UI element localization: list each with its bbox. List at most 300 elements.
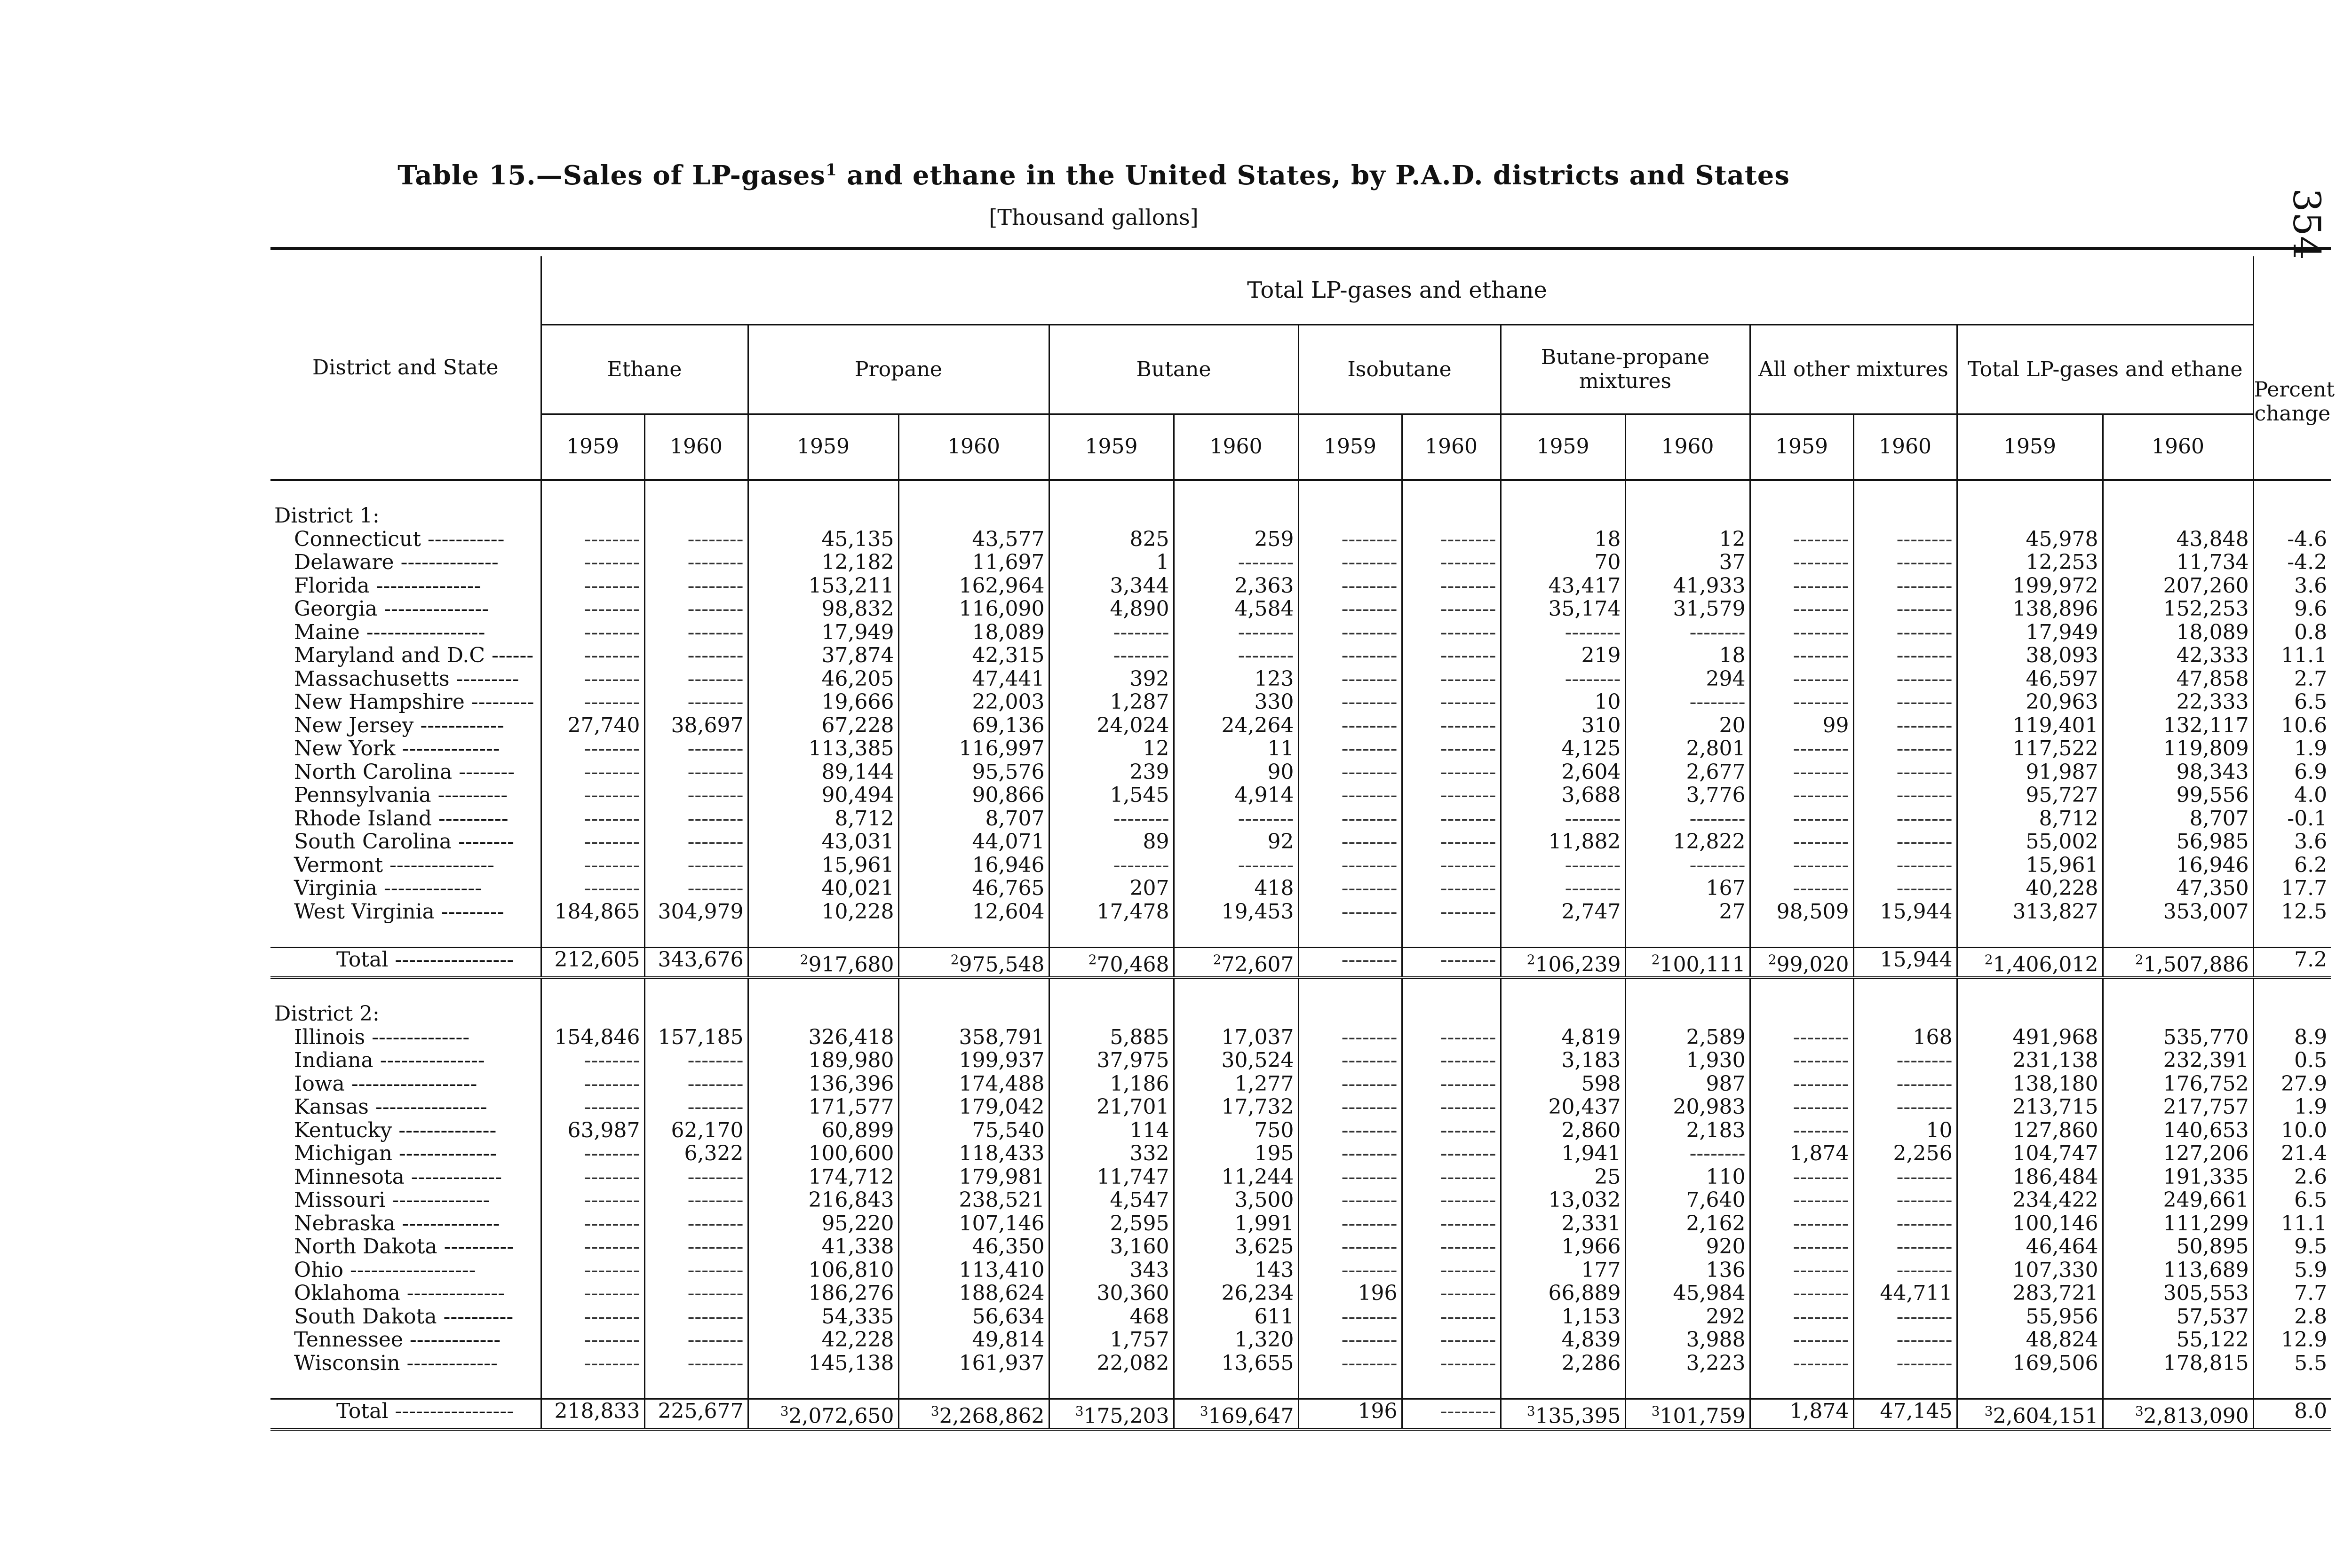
cell-value: 17,478 — [1097, 899, 1169, 924]
blank-cell-marker: -------- — [1896, 783, 1953, 807]
data-cell — [1750, 1352, 1853, 1375]
table-row — [270, 1305, 2331, 1329]
data-cell — [1049, 1328, 1174, 1352]
data-cell — [1049, 1142, 1174, 1165]
cell-value: 37,975 — [1097, 1048, 1169, 1073]
data-cell — [1625, 1119, 1750, 1142]
data-cell — [2103, 830, 2253, 854]
cell-value: 1,507,886 — [2143, 952, 2249, 977]
row-label: New Jersey ------------ — [294, 713, 504, 737]
cell-value: 2,677 — [1686, 760, 1746, 784]
blank-cell-marker: -------- — [1341, 853, 1398, 877]
data-cell — [1174, 574, 1298, 598]
cell-value: 62,170 — [671, 1118, 744, 1142]
year-header: 1960 — [1174, 414, 1298, 480]
cell-value: 292 — [1706, 1304, 1746, 1329]
cell-value: 13,032 — [1548, 1188, 1621, 1212]
blank-cell-marker: -------- — [1896, 620, 1953, 644]
row-label: New Hampshire --------- — [294, 690, 534, 714]
data-cell — [1174, 1235, 1298, 1259]
data-cell — [1957, 1328, 2103, 1352]
cell-value: 1,966 — [1561, 1235, 1621, 1259]
data-cell — [1298, 714, 1402, 737]
data-cell — [2103, 947, 2253, 978]
blank-cell-marker: -------- — [584, 876, 640, 900]
data-cell — [2103, 597, 2253, 621]
blank-cell-marker: -------- — [687, 1281, 744, 1306]
data-cell — [1750, 1002, 1853, 1026]
data-cell — [898, 830, 1049, 854]
cell-value: 98,832 — [821, 597, 894, 621]
data-cell — [1298, 1142, 1402, 1165]
data-cell — [1402, 784, 1501, 807]
data-cell — [748, 574, 898, 598]
data-cell — [1750, 504, 1853, 528]
pct-change-cell — [2253, 923, 2331, 947]
data-cell — [1049, 1002, 1174, 1026]
column-group-header: Butane-propane mixtures — [1501, 325, 1750, 414]
pct-change-cell: 8.0 — [2253, 1399, 2331, 1429]
data-cell — [1750, 784, 1853, 807]
data-cell — [2103, 1002, 2253, 1026]
spacer-row — [270, 923, 2331, 947]
cell-value: 2,286 — [1561, 1351, 1621, 1375]
data-cell — [2103, 1305, 2253, 1329]
cell-value: 418 — [1254, 876, 1294, 900]
data-cell — [1049, 1095, 1174, 1119]
cell-value: 22,333 — [2176, 690, 2249, 714]
blank-cell-marker: -------- — [1440, 1235, 1496, 1259]
cell-value: 18,089 — [972, 620, 1045, 644]
data-cell — [748, 1026, 898, 1049]
blank-cell-marker: -------- — [584, 573, 640, 598]
cell-value: 89,144 — [821, 760, 894, 784]
row-label: Nebraska -------------- — [294, 1211, 500, 1235]
data-cell — [1174, 1026, 1298, 1049]
cell-value: 330 — [1254, 690, 1294, 714]
data-cell — [898, 877, 1049, 900]
data-cell — [644, 1119, 748, 1142]
spacer-row — [270, 1375, 2331, 1399]
data-cell — [1625, 1142, 1750, 1165]
cell-value: 975,548 — [959, 952, 1045, 977]
cell-value: 60,899 — [821, 1118, 894, 1142]
data-cell — [898, 504, 1049, 528]
data-cell — [1174, 947, 1298, 978]
data-cell — [1298, 784, 1402, 807]
data-cell — [1625, 1399, 1750, 1429]
data-cell — [1174, 978, 1298, 1003]
table-row — [270, 1049, 2331, 1072]
row-label: New York -------------- — [294, 736, 500, 760]
data-cell — [1750, 978, 1853, 1003]
data-cell — [644, 947, 748, 978]
data-cell — [1402, 1399, 1501, 1429]
data-cell — [1625, 1095, 1750, 1119]
cell-value: 136,396 — [808, 1071, 894, 1096]
blank-cell-marker: -------- — [584, 1048, 640, 1073]
cell-value: 184,865 — [554, 899, 640, 924]
data-cell — [644, 690, 748, 714]
data-cell — [1174, 1399, 1298, 1429]
footnote-ref: 3 — [1075, 1403, 1084, 1419]
blank-cell-marker: -------- — [1341, 550, 1398, 574]
cell-value: 169,506 — [2012, 1351, 2098, 1375]
blank-cell-marker: -------- — [584, 783, 640, 807]
data-cell — [2103, 978, 2253, 1003]
cell-value: 8,712 — [2039, 806, 2098, 831]
data-cell — [1750, 1282, 1853, 1305]
data-cell — [1298, 1072, 1402, 1096]
cell-value: 37,874 — [821, 643, 894, 667]
cell-value: 136 — [1706, 1258, 1746, 1282]
data-cell — [1853, 480, 1957, 504]
table-row — [270, 1212, 2331, 1235]
data-cell — [1298, 737, 1402, 760]
cell-value: 2,162 — [1686, 1211, 1746, 1235]
blank-cell-marker: -------- — [1793, 876, 1849, 900]
data-cell — [541, 1212, 644, 1235]
blank-cell-marker: -------- — [687, 1304, 744, 1329]
data-cell — [1750, 1049, 1853, 1072]
cell-value: 12,253 — [2026, 550, 2098, 574]
footnote-ref: 3 — [1200, 1403, 1208, 1419]
data-cell — [1501, 1165, 1625, 1189]
data-cell — [644, 737, 748, 760]
data-cell — [1174, 504, 1298, 528]
data-cell — [1853, 900, 1957, 924]
cell-value: 186,276 — [808, 1281, 894, 1306]
data-cell — [1174, 877, 1298, 900]
cell-value: 99,020 — [1776, 952, 1849, 977]
row-label: Vermont --------------- — [294, 853, 495, 877]
pct-change-cell: -0.1 — [2253, 807, 2331, 831]
table-row — [270, 1328, 2331, 1352]
data-cell — [2103, 900, 2253, 924]
data-cell — [1501, 1235, 1625, 1259]
blank-cell-marker: -------- — [584, 1328, 640, 1352]
footnote-ref: 2 — [1526, 951, 1535, 967]
data-cell — [1402, 1142, 1501, 1165]
blank-cell-marker: -------- — [1341, 1118, 1398, 1142]
cell-value: 987 — [1706, 1071, 1746, 1096]
cell-value: 189,980 — [808, 1048, 894, 1073]
cell-value: 17,732 — [1221, 1095, 1294, 1119]
blank-cell-marker: -------- — [584, 806, 640, 831]
data-cell — [748, 690, 898, 714]
data-cell — [898, 1188, 1049, 1212]
data-cell — [644, 807, 748, 831]
data-cell — [1174, 1142, 1298, 1165]
data-cell — [898, 714, 1049, 737]
cell-value: 4,547 — [1110, 1188, 1169, 1212]
data-cell — [1625, 574, 1750, 598]
blank-cell-marker: -------- — [1113, 620, 1169, 644]
blank-cell-marker: -------- — [1896, 643, 1953, 667]
blank-cell-marker: -------- — [584, 1188, 640, 1212]
data-cell — [898, 1375, 1049, 1399]
data-cell — [748, 1375, 898, 1399]
row-label: Georgia --------------- — [294, 597, 489, 621]
year-header: 1960 — [1625, 414, 1750, 480]
data-cell — [644, 1235, 748, 1259]
cell-value: 3,988 — [1686, 1328, 1746, 1352]
cell-value: 90,866 — [972, 783, 1045, 807]
row-label: Illinois -------------- — [294, 1025, 470, 1049]
data-cell — [748, 784, 898, 807]
data-cell — [1957, 1142, 2103, 1165]
cell-value: 145,138 — [808, 1351, 894, 1375]
cell-value: 3,183 — [1561, 1048, 1621, 1073]
data-cell — [898, 1352, 1049, 1375]
blank-cell-marker: -------- — [1341, 666, 1398, 691]
blank-cell-marker: -------- — [1238, 643, 1294, 667]
data-cell — [1853, 597, 1957, 621]
data-cell — [1049, 947, 1174, 978]
data-cell — [2103, 1328, 2253, 1352]
cell-value: 46,205 — [821, 666, 894, 691]
data-cell — [1049, 760, 1174, 784]
cell-value: 35,174 — [1548, 597, 1621, 621]
cell-value: 283,721 — [2012, 1281, 2098, 1306]
data-cell — [2103, 551, 2253, 574]
blank-cell-marker: -------- — [1793, 1328, 1849, 1352]
footnote-ref: 3 — [1526, 1403, 1535, 1419]
cell-value: 18,089 — [2176, 620, 2249, 644]
data-cell — [748, 1165, 898, 1189]
data-cell — [1853, 1119, 1957, 1142]
cell-value: 46,350 — [972, 1235, 1045, 1259]
data-cell — [1298, 551, 1402, 574]
data-cell — [541, 667, 644, 691]
blank-cell-marker: -------- — [1440, 1351, 1496, 1375]
data-cell — [1049, 1259, 1174, 1282]
blank-cell-marker: -------- — [1689, 806, 1746, 831]
cell-value: 11,244 — [1221, 1164, 1294, 1189]
cell-value: 2,072,650 — [788, 1404, 894, 1428]
data-cell — [1853, 978, 1957, 1003]
blank-cell-marker: -------- — [1793, 1258, 1849, 1282]
blank-cell-marker: -------- — [687, 643, 744, 667]
data-cell — [541, 877, 644, 900]
data-cell — [1174, 784, 1298, 807]
table-row — [270, 621, 2331, 644]
blank-cell-marker: -------- — [687, 1048, 744, 1073]
data-cell — [1049, 574, 1174, 598]
cell-value: 21,701 — [1097, 1095, 1169, 1119]
blank-cell-marker: -------- — [1793, 690, 1849, 714]
data-cell — [1049, 597, 1174, 621]
cell-value: 11,747 — [1097, 1164, 1169, 1189]
data-cell — [1853, 1002, 1957, 1026]
data-cell — [2103, 1259, 2253, 1282]
cell-value: 38,093 — [2026, 643, 2098, 667]
cell-value: 10,228 — [821, 899, 894, 924]
data-cell — [2103, 1282, 2253, 1305]
blank-cell-marker: -------- — [1440, 899, 1496, 924]
column-group-header: Butane — [1049, 325, 1298, 414]
spacer-row — [270, 480, 2331, 504]
data-cell — [644, 877, 748, 900]
data-cell — [898, 574, 1049, 598]
data-cell — [1402, 574, 1501, 598]
data-cell — [1501, 1212, 1625, 1235]
cell-value: 199,972 — [2012, 573, 2098, 598]
data-cell — [1174, 760, 1298, 784]
data-cell — [1402, 877, 1501, 900]
blank-cell-marker: -------- — [1341, 1141, 1398, 1166]
data-cell — [1402, 644, 1501, 667]
cell-value: 70,468 — [1097, 952, 1169, 977]
cell-value: 118,433 — [959, 1141, 1045, 1166]
data-cell — [1501, 1352, 1625, 1375]
cell-value: 18 — [1719, 643, 1746, 667]
data-cell — [1049, 784, 1174, 807]
data-cell — [1750, 807, 1853, 831]
data-cell — [541, 1002, 644, 1026]
column-group-header: Ethane — [541, 325, 748, 414]
data-cell — [1049, 551, 1174, 574]
data-cell — [1750, 877, 1853, 900]
blank-cell-marker: -------- — [1440, 736, 1496, 760]
data-cell — [1049, 1352, 1174, 1375]
row-label: Pennsylvania ---------- — [294, 783, 508, 807]
data-cell — [898, 760, 1049, 784]
data-cell — [541, 574, 644, 598]
data-cell — [748, 528, 898, 551]
cell-value: 89 — [1143, 830, 1169, 854]
row-label — [270, 978, 541, 1003]
cell-value: 70 — [1594, 550, 1621, 574]
data-cell — [541, 597, 644, 621]
cell-value: 825 — [1129, 527, 1169, 551]
cell-value: 2,183 — [1686, 1118, 1746, 1142]
cell-value: 304,979 — [658, 899, 744, 924]
cell-value: 104,747 — [2012, 1141, 2098, 1166]
data-cell — [1957, 1119, 2103, 1142]
data-cell — [644, 597, 748, 621]
data-cell — [644, 667, 748, 691]
data-cell — [1174, 1095, 1298, 1119]
blank-cell-marker: -------- — [1341, 527, 1398, 551]
pct-change-cell: 0.5 — [2253, 1049, 2331, 1072]
data-cell — [1174, 1375, 1298, 1399]
cell-value: 55,002 — [2026, 830, 2098, 854]
data-cell — [1501, 644, 1625, 667]
data-cell — [1853, 807, 1957, 831]
blank-cell-marker: -------- — [1341, 806, 1398, 831]
blank-cell-marker: -------- — [1793, 1351, 1849, 1375]
data-cell — [1625, 528, 1750, 551]
cell-value: 15,961 — [821, 853, 894, 877]
blank-cell-marker: -------- — [1793, 1235, 1849, 1259]
cell-value: 535,770 — [2163, 1025, 2249, 1049]
data-cell — [1298, 574, 1402, 598]
data-cell — [1853, 644, 1957, 667]
blank-cell-marker: -------- — [1440, 1211, 1496, 1235]
blank-cell-marker: -------- — [1793, 1281, 1849, 1306]
data-cell — [748, 504, 898, 528]
cell-value: 232,391 — [2163, 1048, 2249, 1073]
blank-cell-marker: -------- — [1440, 573, 1496, 598]
row-label: West Virginia --------- — [294, 899, 504, 924]
data-cell — [1049, 1049, 1174, 1072]
year-header: 1960 — [898, 414, 1049, 480]
data-cell — [1402, 597, 1501, 621]
cell-value: 95,576 — [972, 760, 1045, 784]
data-cell — [541, 1352, 644, 1375]
data-cell — [1625, 923, 1750, 947]
blank-cell-marker: -------- — [687, 1258, 744, 1282]
row-label: South Carolina -------- — [294, 830, 515, 854]
data-cell — [1174, 1328, 1298, 1352]
data-cell — [1402, 1165, 1501, 1189]
data-cell — [644, 1002, 748, 1026]
cell-value: 41,933 — [1673, 573, 1746, 598]
cell-value: 231,138 — [2012, 1048, 2098, 1073]
cell-value: 45,984 — [1673, 1281, 1746, 1306]
data-cell — [1174, 737, 1298, 760]
data-cell — [1501, 807, 1625, 831]
data-cell — [748, 737, 898, 760]
data-cell — [1402, 1095, 1501, 1119]
data-cell — [1174, 1352, 1298, 1375]
pct-change-cell: 3.6 — [2253, 830, 2331, 854]
blank-cell-marker: -------- — [1341, 830, 1398, 854]
data-cell — [1750, 574, 1853, 598]
cell-value: 127,206 — [2163, 1141, 2249, 1166]
blank-cell-marker: -------- — [1440, 597, 1496, 621]
blank-cell-marker: -------- — [584, 1281, 640, 1306]
data-cell — [541, 1282, 644, 1305]
data-cell — [1049, 900, 1174, 924]
pct-change-cell — [2253, 1375, 2331, 1399]
data-cell — [541, 978, 644, 1003]
data-cell — [1625, 1165, 1750, 1189]
year-header: 1960 — [2103, 414, 2253, 480]
cell-value: 15,944 — [1880, 947, 1953, 972]
data-cell — [1298, 978, 1402, 1003]
data-cell — [1853, 923, 1957, 947]
pct-change-cell: 9.6 — [2253, 597, 2331, 621]
cell-value: 310 — [1581, 713, 1621, 737]
data-cell — [1957, 1305, 2103, 1329]
cell-value: 358,791 — [959, 1025, 1045, 1049]
data-cell — [748, 597, 898, 621]
footnote-ref: 3 — [930, 1403, 939, 1419]
blank-cell-marker: -------- — [1341, 620, 1398, 644]
cell-value: 20,983 — [1673, 1095, 1746, 1119]
cell-value: 468 — [1129, 1304, 1169, 1329]
cell-value: 16,946 — [972, 853, 1045, 877]
data-cell — [1501, 1375, 1625, 1399]
cell-value: 11,734 — [2176, 550, 2249, 574]
blank-cell-marker: -------- — [1440, 947, 1496, 972]
cell-value: 30,524 — [1221, 1048, 1294, 1073]
cell-value: 1,941 — [1561, 1141, 1621, 1166]
data-cell — [541, 830, 644, 854]
data-cell — [1174, 528, 1298, 551]
data-cell — [1750, 737, 1853, 760]
data-cell — [1750, 1305, 1853, 1329]
data-cell — [1174, 1282, 1298, 1305]
cell-value: 6,322 — [684, 1141, 744, 1166]
data-cell — [748, 1142, 898, 1165]
data-cell — [2103, 854, 2253, 877]
data-cell — [748, 667, 898, 691]
column-group-header: All other mixtures — [1750, 325, 1957, 414]
blank-cell-marker: -------- — [1341, 899, 1398, 924]
